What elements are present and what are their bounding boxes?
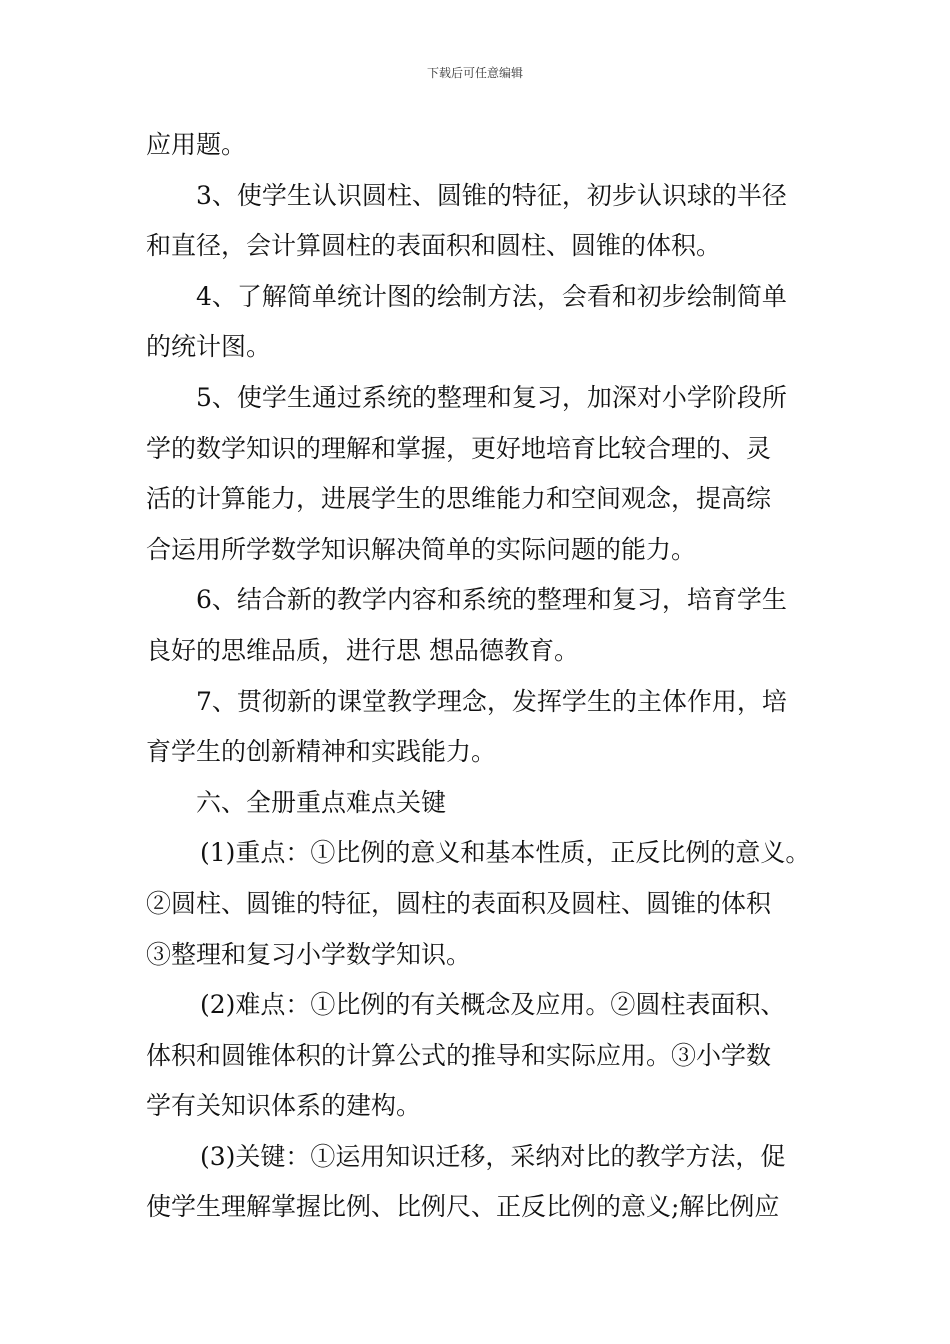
text-line: ③整理和复习小学数学知识。 (146, 939, 472, 969)
text-line: 学的数学知识的理解和掌握，更好地培育比较合理的、灵 (146, 433, 772, 463)
text-line: 育学生的创新精神和实践能力。 (146, 737, 497, 767)
text-line: 的统计图。 (146, 332, 272, 362)
text-line: 7、贯彻新的课堂教学理念，发挥学生的主体作用，培 (196, 686, 787, 716)
text-line: 体积和圆锥体积的计算公式的推导和实际应用。③小学数 (146, 1040, 772, 1070)
text-line: 和直径，会计算圆柱的表面积和圆柱、圆锥的体积。 (146, 231, 722, 261)
text-line: 活的计算能力，进展学生的思维能力和空间观念，提高综 (146, 484, 772, 514)
text-line: (3)关键：①运用知识迁移，采纳对比的教学方法，促 (200, 1141, 786, 1171)
text-line: (1)重点：①比例的意义和基本性质，正反比例的意义。 (200, 838, 811, 868)
text-line: 合运用所学数学知识解决简单的实际问题的能力。 (146, 534, 697, 564)
text-line: 3、使学生认识圆柱、圆锥的特征，初步认识球的半径 (196, 180, 787, 210)
text-line: 学有关知识体系的建构。 (146, 1091, 422, 1121)
text-line: 良好的思维品质，进行思 想品德教育。 (146, 635, 579, 665)
text-line: 4、了解简单统计图的绘制方法，会看和初步绘制简单 (196, 281, 787, 311)
section-heading: 六、全册重点难点关键 (196, 787, 447, 817)
text-line: 应用题。 (146, 130, 247, 159)
text-line: ②圆柱、圆锥的特征，圆柱的表面积及圆柱、圆锥的体积 (146, 888, 772, 918)
document-body (146, 120, 816, 1233)
text-line: 6、结合新的教学内容和系统的整理和复习，培育学生 (196, 585, 787, 615)
text-line: (2)难点：①比例的有关概念及应用。②圆柱表面积、 (200, 990, 786, 1020)
text-line: 5、使学生通过系统的整理和复习，加深对小学阶段所 (196, 382, 787, 412)
page-header-note: 下载后可任意编辑 (426, 66, 523, 80)
text-line: 使学生理解掌握比例、比例尺、正反比例的意义;解比例应 (146, 1192, 780, 1222)
